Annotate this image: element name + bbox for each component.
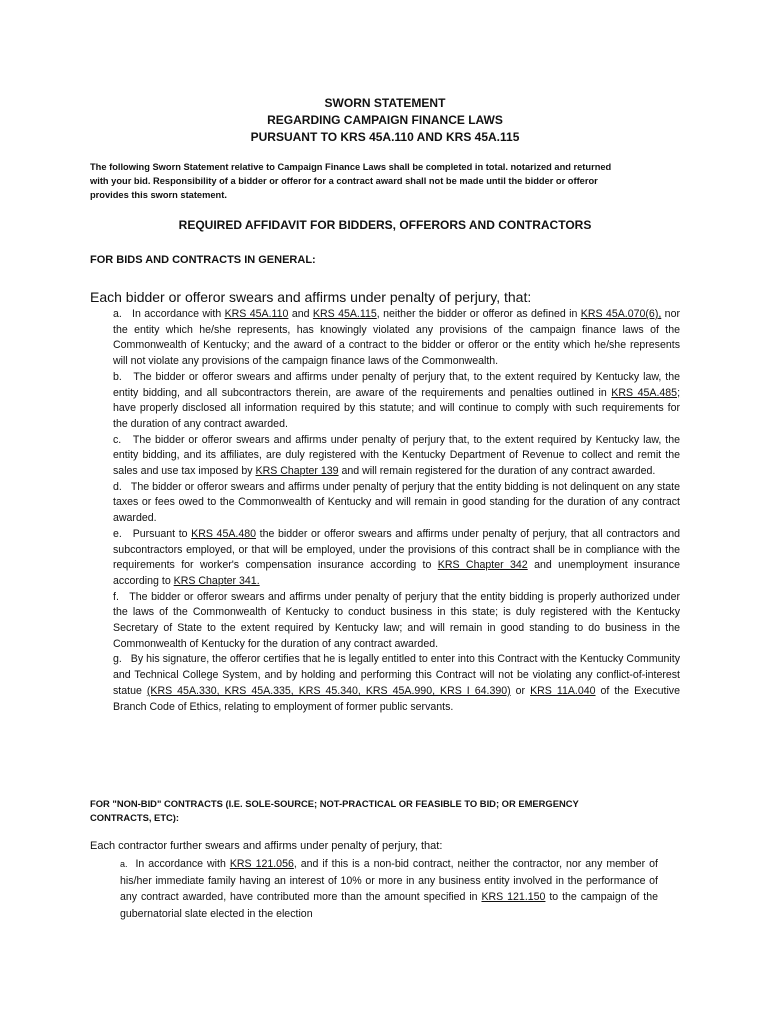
krs-link[interactable]: (KRS 45A.330, KRS 45A.335, KRS 45.340, KRS 45A.990, KRS I 64.390) (146, 684, 511, 697)
affidavit-title: REQUIRED AFFIDAVIT FOR BIDDERS, OFFERORS AND CONTRACTORS (178, 218, 592, 232)
krs-link[interactable]: KRS 45A.115 (312, 308, 377, 320)
general-items (113, 307, 680, 715)
intro-line: provides this sworn statement. (90, 190, 227, 200)
intro-paragraph (90, 160, 680, 202)
item-label: d. (113, 480, 122, 493)
krs-link[interactable]: KRS 121.056 (229, 858, 294, 870)
krs-link[interactable]: KRS Chapter 341. (173, 574, 260, 587)
item-label: g. (113, 653, 122, 666)
krs-link[interactable]: KRS Chapter 342 (437, 559, 528, 572)
item-e: e. Pursuant to KRS 45A.480 the bidder or offeror swears and affirms under penalty of perjury, that all contractors and subcontractors employed, or that will be employed, under the provisions of this contract shall be in compliance with the requirements for worker's compensation insurance according to KRS Chapter 342 and unemployment insurance according to KRS Chapter 341. (113, 527, 681, 587)
item-label: e. (113, 527, 122, 540)
krs-link[interactable]: KRS 45A.110 (224, 308, 289, 320)
krs-link[interactable]: KRS 45A.485; (611, 386, 681, 399)
nonbid-heading-line: FOR "NON-BID" CONTRACTS (I.E. SOLE-SOURCE; NOT-PRACTICAL OR FEASIBLE TO BID; OR EMERGENCY (90, 798, 579, 809)
intro-line: with your bid. Responsibility of a bidder or offeror for a contract award shall not be made until the bidder or offeror (90, 176, 598, 186)
nonbid-heading-line: CONTRACTS, ETC): (90, 812, 180, 823)
item-label: c. (113, 433, 122, 446)
general-heading: FOR BIDS AND CONTRACTS IN GENERAL: (90, 254, 316, 266)
nonbid-item-a: a. In accordance with KRS 121.056, and if this is a non-bid contract, neither the contractor, nor any member of his/her immediate family having an interest of 10% or more in any business entity involved in the performance of any contract awarded, have contributed more than the amount specified in KRS 121.150 to the campaign of the gubernatorial slate elected in the election (120, 858, 658, 920)
statement-subtitle: REGARDING CAMPAIGN FINANCE LAWS (267, 113, 503, 127)
statement-statute: PURSUANT TO KRS 45A.110 AND KRS 45A.115 (250, 130, 520, 144)
item-c: c. The bidder or offeror swears and affirms under penalty of perjury that, to the extent required by Kentucky law, the entity bidding, and its affiliates, are duly registered with the Kentucky Department of Revenue to collect and remit the sales and use tax imposed by KRS Chapter 139 and will remain registered for the duration of any contract awarded. (113, 433, 680, 478)
krs-link[interactable]: KRS 45A.480 (191, 527, 257, 540)
krs-link[interactable]: KRS 121.150 (481, 891, 546, 903)
krs-link[interactable]: KRS 11A.040 (530, 684, 596, 697)
krs-link[interactable]: KRS 45A.070(6), (580, 308, 662, 320)
item-label: a. (120, 859, 128, 869)
krs-link[interactable]: KRS Chapter 139 (255, 465, 339, 478)
item-f: f. The bidder or offeror swears and affirms under penalty of perjury that the entity bidding is properly authorized under the laws of the Commonwealth of Kentucky to conduct business in this state; is duly registered with the Kentucky Secretary of State to the extent required by Kentucky law; and will remain in good standing to do business in the Commonwealth of Kentucky for the duration of any contract awarded. (113, 590, 680, 650)
nonbid-lead: Each contractor further swears and affirms under penalty of perjury, that: (90, 840, 443, 852)
item-d: d. The bidder or offeror swears and affirms under penalty of perjury that the entity bidding is not delinquent on any state taxes or fees owed to the Commonwealth of Kentucky and will remain in good standing for the duration of any contract awarded. (113, 480, 680, 525)
intro-line: The following Sworn Statement relative to Campaign Finance Laws shall be completed in total. notarized and returned (90, 162, 612, 172)
nonbid-heading (90, 797, 680, 825)
item-label: b. (113, 370, 122, 383)
item-label: a. (113, 308, 122, 320)
nonbid-items (120, 856, 658, 922)
item-a: a. In accordance with KRS 45A.110 and KRS 45A.115, neither the bidder or offeror as defined in KRS 45A.070(6), nor the entity which he/she represents, has knowingly violated any provisions of the campaign finance laws of the Commonwealth of Kentucky; and the award of a contract to the bidder or offeror or the entity which he/she represents will not violate any provisions of the campaign finance laws of the Commonwealth. (113, 308, 680, 368)
item-g: g. By his signature, the offeror certifies that he is legally entitled to enter into this Contract with the Kentucky Community and Technical College System, and by holding and performing this Contract will not be violating any conflict-of-interest statue (KRS 45A.330, KRS 45A.335, KRS 45.340, KRS 45A.990, KRS I 64.390) or KRS 11A.040 of the Executive Branch Code of Ethics, relating to employment of former public servants. (113, 653, 680, 713)
statement-title: SWORN STATEMENT (324, 96, 446, 110)
item-b: b. The bidder or offeror swears and affirms under penalty of perjury that, to the extent required by Kentucky law, the entity bidding, and all subcontractors therein, are aware of the requirements and penalties outlined in KRS 45A.485; have properly disclosed all information required by this statute; and will continue to comply with such requirements for the duration of any contract awarded. (113, 370, 681, 430)
general-lead: Each bidder or offeror swears and affirms under penalty of perjury, that: (90, 289, 532, 305)
item-label: f. (113, 590, 119, 603)
